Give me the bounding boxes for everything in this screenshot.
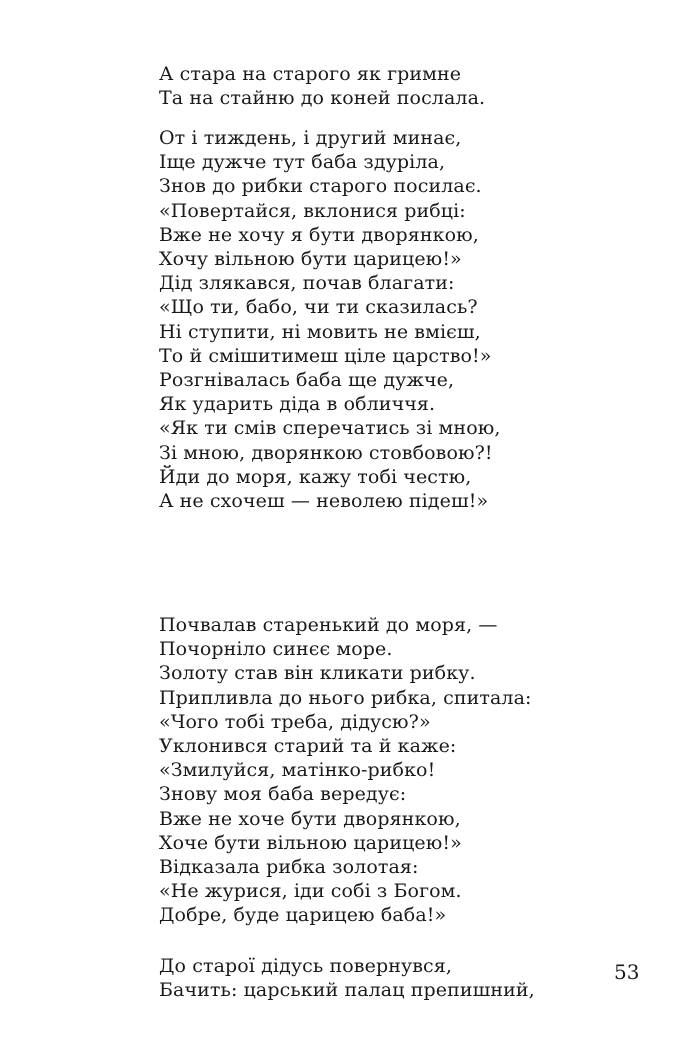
- stanza-2: [159, 126, 501, 513]
- poem-line: Добре, буде царицею баба!»: [159, 904, 447, 927]
- poem-line: Іще дужче тут баба здуріла,: [159, 151, 446, 174]
- poem-line: «Повертайся, вклонися рибці:: [159, 199, 466, 222]
- stanza-1: [159, 62, 485, 110]
- poem-line: Хоче бути вільною царицею!»: [159, 831, 462, 854]
- poem-line: Почорніло синєє море.: [159, 638, 393, 661]
- poem-line: «Що ти, бабо, чи ти сказилась?: [159, 296, 478, 319]
- poem-line: «Змилуйся, матінко-рибко!: [159, 759, 436, 782]
- poem-line: Золоту став він кликати рибку.: [159, 662, 476, 685]
- poem-line: Припливла до нього рибка, спитала:: [159, 686, 532, 709]
- poem-line: Та на стайню до коней послала.: [159, 87, 486, 110]
- poem-line: Ні ступити, ні мовить не вмієш,: [159, 320, 481, 343]
- poem-line: До старої дідусь повернувся,: [159, 955, 453, 977]
- poem-line: Знов до рибки старого посилає.: [159, 175, 482, 198]
- poem-line: От і тиждень, і другий минає,: [159, 127, 462, 149]
- poem-line: А стара на старого як гримне: [159, 63, 462, 85]
- poem-line: Вже не хоче бути дворянкою,: [159, 807, 461, 830]
- poem-line: Вже не хочу я бути дворянкою,: [159, 223, 479, 246]
- poem-line: Як ударить діда в обличчя.: [159, 393, 436, 416]
- stanza-4: [159, 954, 535, 1002]
- poem-line: Зі мною, дворянкою стовбовою?!: [159, 441, 493, 464]
- poem-line: Хочу вільною бути царицею!»: [159, 248, 462, 271]
- poem-line: Почвалав старенький до моря, —: [159, 614, 498, 636]
- poem-line: А не схочеш — неволею підеш!»: [159, 490, 489, 513]
- poem-line: Йди до моря, кажу тобі честю,: [159, 465, 472, 488]
- poem-line: Уклонився старий та й каже:: [159, 735, 457, 758]
- page-number: 53: [614, 960, 640, 984]
- stanza-3: [159, 613, 532, 928]
- poem-line: Розгнівалась баба ще дужче,: [159, 369, 455, 392]
- poem-line: «Не журися, іди собі з Богом.: [159, 880, 462, 903]
- poem-line: Відказала рибка золотая:: [159, 856, 419, 879]
- poem-line: Знову моя баба вередує:: [159, 783, 407, 806]
- poem-line: «Чого тобі треба, дідусю?»: [159, 710, 431, 733]
- poem-line: То й смішитимеш ціле царство!»: [159, 344, 492, 367]
- poem-line: Бачить: царський палац препишний,: [159, 979, 535, 1002]
- poem-line: «Як ти смів сперечатись зі мною,: [159, 417, 501, 440]
- poem-line: Дід злякався, почав благати:: [159, 272, 455, 295]
